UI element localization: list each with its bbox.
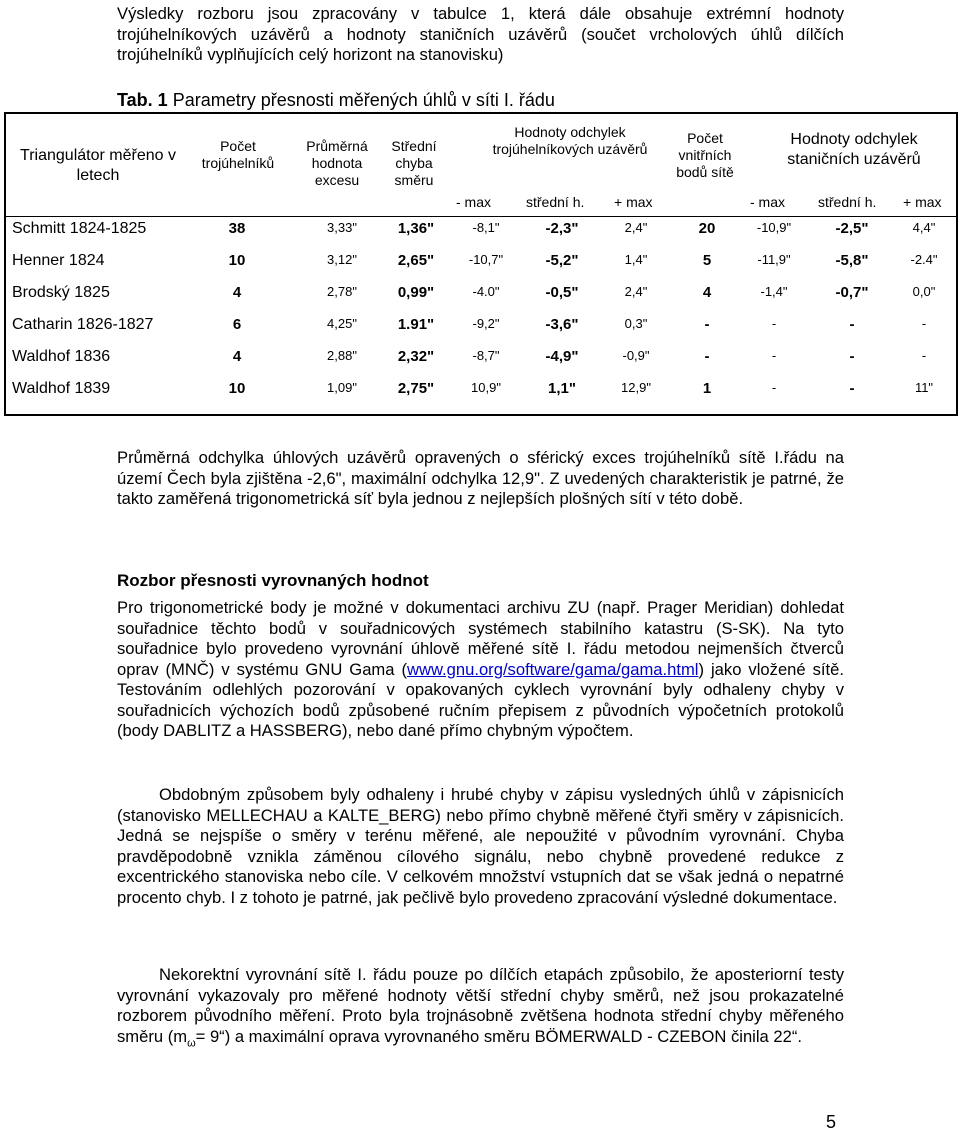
paragraph-2: Obdobným způsobem byly odhaleny i hrubé chyby v zápisu vysledných úhlů v zápisnicích (stanovisko MELLECHAU a KALTE_BERG) nebo přímo chybně měřené čtyři směry v zápisnicích. Jedná se nejspíše o směry v terénu měřené, ale nepoužité v původním vyrovnání. Chyba pravděpodobně vznikla záměnou cílového signálu, nebo chybně provedené redukce z excentrického stanoviska nebo cíle. V celkovém množství vstupních dat se však jedná o nepatrné procento chyb. I z tohoto je patrné, jak pečlivě bylo provedeno zpracování výsledné dokumentace.	[117, 785, 844, 907]
cell-inner: -	[704, 348, 710, 365]
cell-name: Catharin 1826-1827	[12, 316, 154, 333]
cell-name: Schmitt 1824-1825	[12, 220, 147, 237]
table-caption-label: Tab. 1	[117, 90, 168, 110]
cell-error: 0,99"	[397, 284, 435, 301]
cell-excess: 1,09"	[327, 380, 357, 395]
cell-smin: -	[771, 380, 777, 395]
cell-inner: 4	[702, 284, 712, 301]
cell-tmax: -0,9"	[622, 348, 650, 363]
cell-smin: -	[771, 348, 777, 363]
table-border-left	[4, 112, 6, 416]
cell-tmax: 1,4"	[624, 252, 648, 267]
paragraph-3-text-a: Nekorektní vyrovnání sítě I. řádu pouze po dílčích etapách způsobilo, že aposteriorní testy vyrovnání vykazovaly pro měřené hodnoty větší střední chyby směrů, než jsou prokazatelné rozborem původního měření. Proto byla trojnásobně zvětšena hodnota střední chyby měřeného směru (m	[117, 965, 844, 1046]
cell-smin: -10,9"	[756, 220, 792, 235]
table-border-top	[4, 112, 958, 114]
cell-tmid: -2,3"	[545, 220, 579, 237]
cell-tmin: -8,1"	[472, 220, 500, 235]
intro-paragraph: Výsledky rozboru jsou zpracovány v tabulce 1, která dále obsahuje extrémní hodnoty trojúhelníkových uzávěrů a hodnoty staničních uzávěrů (součet vrcholových úhlů dílčích trojúhelníků vyplňujících celý horizont na stanovisku)	[117, 4, 844, 64]
mean-deviation-paragraph: Průměrná odchylka úhlových uzávěrů opravených o sférický exces trojúhelníků sítě I.řádu na území Čech byla zjištěna -2,6", maximální odchylka 12,9". Z uvedených charakteristik je patrné, že takto zaměřená trigonometrická síť byla jednou z nejlepších plošných sítí v této době.	[117, 448, 844, 508]
header-station-mid: střední h.	[818, 194, 877, 210]
cell-excess: 2,88"	[327, 348, 357, 363]
page-number: 5	[826, 1112, 837, 1132]
cell-smax: -	[921, 316, 927, 331]
cell-smid: -2,5"	[835, 220, 869, 237]
cell-smin: -	[771, 316, 777, 331]
table-caption-text: Parametry přesnosti měřených úhlů v síti I. řádu	[172, 90, 555, 110]
cell-tmid: -5,2"	[545, 252, 579, 269]
cell-excess: 3,12"	[327, 252, 357, 267]
omega-subscript: ω	[187, 1036, 196, 1049]
cell-count: 10	[228, 252, 246, 269]
paragraph-1	[117, 598, 844, 742]
header-tri-min: - max	[456, 194, 491, 210]
header-count: Počet trojúhelníků	[201, 138, 275, 171]
cell-inner: 1	[702, 380, 712, 397]
paragraph-1-text-b: ) jako vložené sítě. Testováním odlehlých pozorování v opakovaných cyklech vyrovnání byly odhaleny chyby v souřadnicích výchozích bodů způsobené ručním přepisem z původních výpočetních protokolů (body DABLITZ a HASSBERG), nebo dané přímo chybným výpočtem.	[117, 659, 844, 740]
cell-error: 2,32"	[397, 348, 435, 365]
cell-inner: 5	[702, 252, 712, 269]
cell-excess: 3,33"	[327, 220, 357, 235]
header-station-min: - max	[750, 194, 785, 210]
table-border-bottom	[4, 414, 958, 416]
cell-smid: -5,8"	[835, 252, 869, 269]
cell-smid: -	[849, 348, 855, 365]
gama-link[interactable]: www.gnu.org/software/gama/gama.html	[407, 659, 699, 679]
cell-tmin: -9,2"	[472, 316, 500, 331]
cell-name: Brodský 1825	[12, 284, 110, 301]
cell-tmin: -10,7"	[468, 252, 504, 267]
cell-tmid: -3,6"	[545, 316, 579, 333]
header-station-group: Hodnoty odchylek staničních uzávěrů	[787, 131, 921, 168]
header-triangulator: Triangulátor měřeno v letech	[20, 147, 176, 184]
cell-tmid: -4,9"	[545, 348, 579, 365]
cell-tmax: 2,4"	[624, 220, 648, 235]
cell-smax: -	[921, 348, 927, 363]
cell-smax: 0,0"	[912, 284, 936, 299]
cell-smin: -11,9"	[757, 252, 791, 267]
cell-smid: -	[849, 316, 855, 333]
table-caption	[117, 90, 555, 111]
cell-tmax: 12,9"	[621, 380, 651, 395]
cell-error: 2,65"	[397, 252, 435, 269]
cell-error: 1,36"	[397, 220, 435, 237]
cell-tmin: 10,9"	[471, 380, 501, 395]
header-mean-error: Střední chyba směru	[391, 138, 437, 188]
cell-excess: 4,25"	[327, 316, 357, 331]
parameters-table	[4, 112, 958, 416]
cell-smax: 11"	[914, 380, 934, 395]
cell-name: Waldhof 1836	[12, 348, 111, 365]
header-tri-mid: střední h.	[526, 194, 585, 210]
cell-tmin: -4.0"	[472, 284, 500, 299]
cell-tmid: -0,5"	[545, 284, 579, 301]
cell-count: 4	[232, 284, 242, 301]
cell-tmax: 2,4"	[624, 284, 648, 299]
header-tri-group: Hodnoty odchylek trojúhelníkových uzávěrů	[492, 124, 648, 157]
cell-smax: 4,4"	[912, 220, 936, 235]
cell-smax: -2.4"	[910, 252, 938, 267]
header-inner-points: Počet vnitřních bodů sítě	[676, 130, 734, 180]
paragraph-3	[117, 965, 844, 1053]
cell-smin: -1,4"	[760, 284, 788, 299]
cell-error: 1.91"	[397, 316, 435, 333]
cell-count: 38	[228, 220, 246, 237]
header-tri-max: + max	[614, 194, 653, 210]
header-mean-excess: Průměrná hodnota excesu	[306, 138, 368, 188]
cell-tmid: 1,1"	[548, 380, 576, 397]
cell-tmin: -8,7"	[472, 348, 500, 363]
cell-name: Henner 1824	[12, 252, 105, 269]
cell-tmax: 0,3"	[624, 316, 648, 331]
cell-smid: -	[849, 380, 855, 397]
section-title: Rozbor přesnosti vyrovnaných hodnot	[117, 571, 429, 590]
cell-inner: 20	[698, 220, 716, 237]
table-header-rule	[4, 216, 958, 217]
paragraph-3-text-b: = 9“) a maximální oprava vyrovnaného směru BÖMERWALD - CZEBON činila 22“.	[195, 1026, 802, 1046]
header-station-max: + max	[903, 194, 942, 210]
cell-name: Waldhof 1839	[12, 380, 111, 397]
cell-error: 2,75"	[397, 380, 435, 397]
cell-inner: -	[704, 316, 710, 333]
paragraph-1-text-a: Pro trigonometrické body je možné v dokumentaci archivu ZU (např. Prager Meridian) dohledat souřadnice těchto bodů v souřadnicových systémech stabilního katastru (S-SK). Na tyto souřadnice bylo provedeno vyrovnání úhlově měřené sítě I. řádu metodou nejmenších čtverců oprav (MNČ) v systému GNU Gama (	[117, 598, 844, 679]
cell-count: 4	[232, 348, 242, 365]
cell-excess: 2,78"	[327, 284, 357, 299]
cell-smid: -0,7"	[835, 284, 869, 301]
cell-count: 6	[232, 316, 242, 333]
cell-count: 10	[228, 380, 246, 397]
